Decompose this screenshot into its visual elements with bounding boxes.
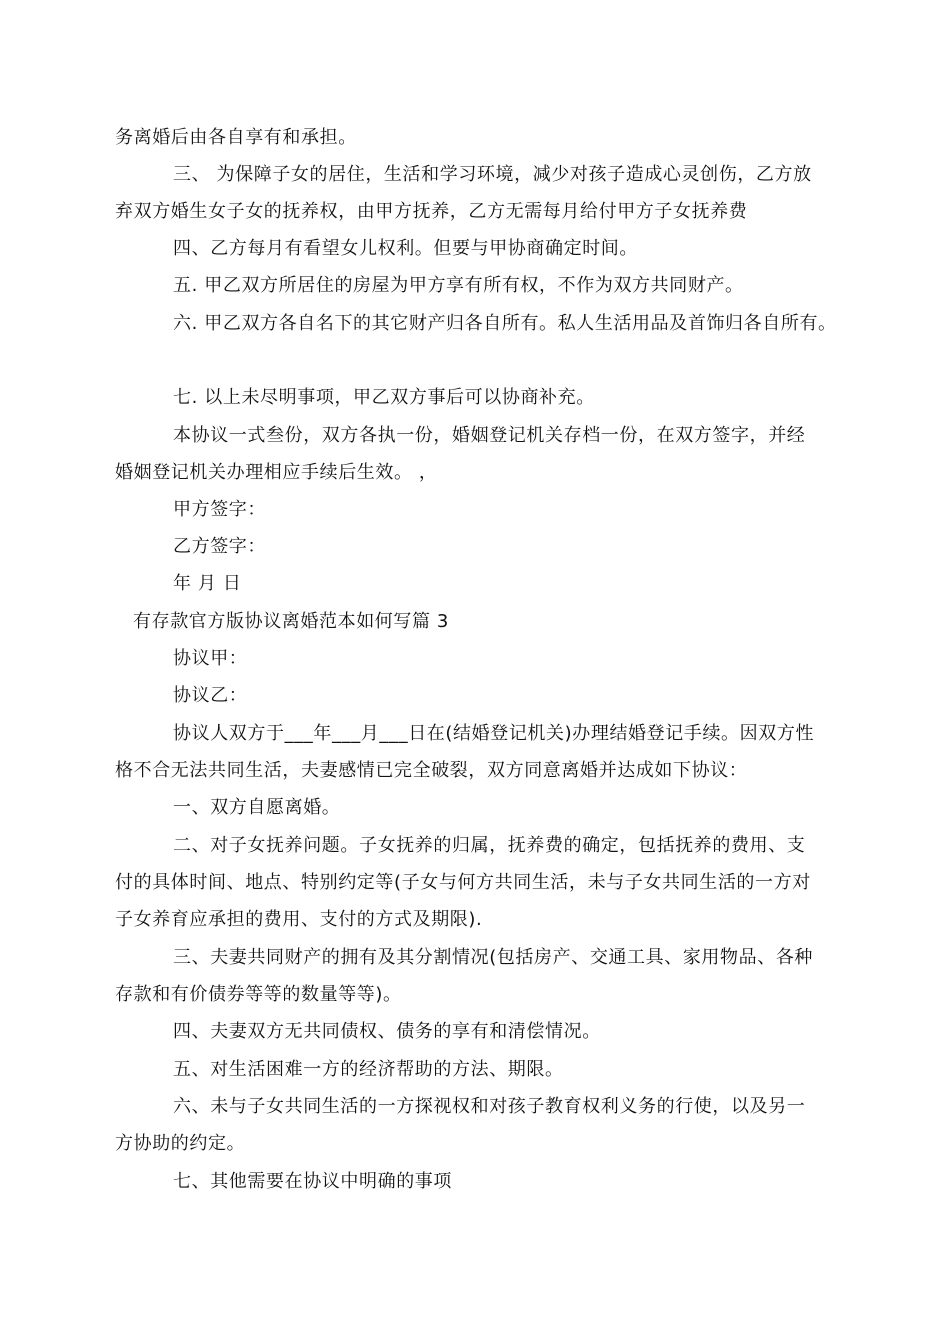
text-line: 五、对生活困难一方的经济帮助的方法、期限。 [173,1059,564,1080]
text-line: 格不合无法共同生活，夫妻感情已完全破裂，双方同意离婚并达成如下协议： [115,760,748,781]
signature-line-party-b: 乙方签字： [173,536,266,557]
text-line: 五. 甲乙双方所居住的房屋为甲方享有所有权，不作为双方共同财产。 [173,275,744,296]
text-line: 二、对子女抚养问题。子女抚养的归属，抚养费的确定，包括抚养的费用、支 [173,835,806,856]
text-line: 三、 为保障子女的居住，生活和学习环境，减少对孩子造成心灵创伤，乙方放 [173,164,812,185]
text-line: 方协助的约定。 [115,1133,246,1154]
text-line: 三、夫妻共同财产的拥有及其分割情况(包括房产、交通工具、家用物品、各种 [173,947,814,968]
text-line: 存款和有价债券等等的数量等等)。 [115,984,402,1005]
section-heading: 有存款官方版协议离婚范本如何写篇 3 [133,611,449,632]
text-line: 付的具体时间、地点、特别约定等(子女与何方共同生活，未与子女共同生活的一方对 [115,872,811,893]
text-line: 七、其他需要在协议中明确的事项 [173,1171,452,1192]
text-line: 协议乙： [173,685,248,706]
text-line: 务离婚后由各自享有和承担。 [115,127,357,148]
text-line: 协议人双方于___年___月___日在(结婚登记机关)办理结婚登记手续。因双方性 [173,723,815,744]
signature-line-party-a: 甲方签字： [173,499,266,520]
text-line: 一、双方自愿离婚。 [173,797,341,818]
text-line: 婚姻登记机关办理相应手续后生效。 ， [115,462,438,483]
text-line: 协议甲： [173,648,248,669]
text-line: 六. 甲乙双方各自名下的其它财产归各自所有。私人生活用品及首饰归各自所有。 [173,313,837,334]
text-line: 子女养育应承担的费用、支付的方式及期限). [115,909,483,930]
text-line: 四、夫妻双方无共同债权、债务的享有和清偿情况。 [173,1021,601,1042]
text-line: 四、乙方每月有看望女儿权利。但要与甲协商确定时间。 [173,238,638,259]
text-line: 六、未与子女共同生活的一方探视权和对孩子教育权利义务的行使，以及另一 [173,1096,806,1117]
text-line: 弃双方婚生女子女的抚养权，由甲方抚养，乙方无需每月给付甲方子女抚养费 [115,201,748,222]
date-line: 年 月 日 [173,573,242,594]
text-line: 本协议一式叁份，双方各执一份，婚姻登记机关存档一份，在双方签字，并经 [173,425,806,446]
text-line: 七. 以上未尽明事项，甲乙双方事后可以协商补充。 [173,387,595,408]
